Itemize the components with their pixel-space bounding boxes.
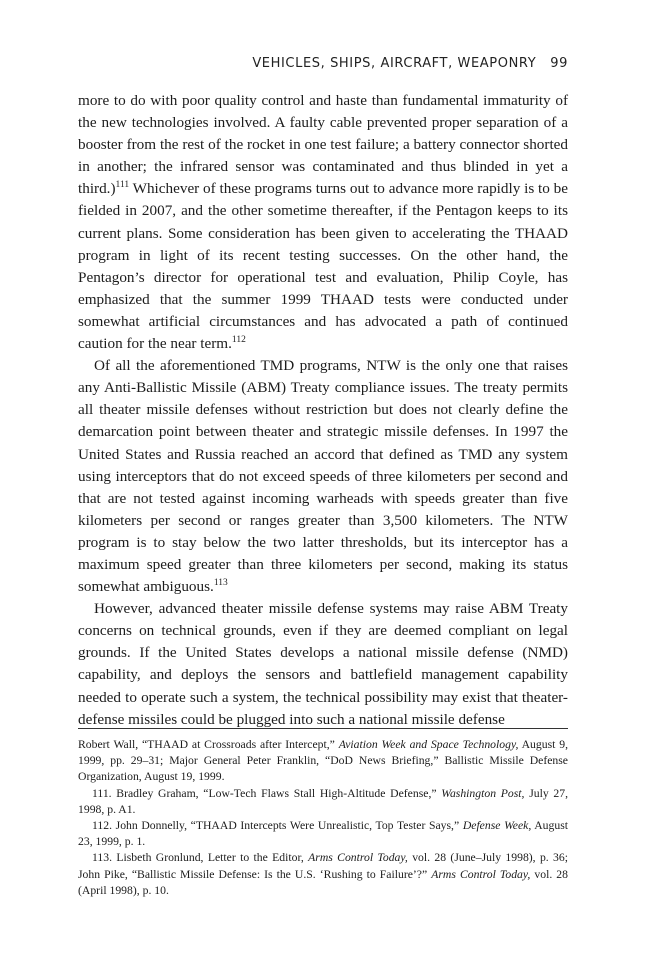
footnote-text: August 9, 1999, pp. 29–31; Major General Peter Franklin, “DoD News Briefing,” Ballistic Missile Defense Organization, August 19, 1999. [78, 738, 568, 784]
footnote-text: 111. Bradley Graham, “Low-Tech Flaws Stall High-Altitude Defense,” [92, 786, 442, 800]
footnote-112 [78, 818, 568, 850]
footnote-title-italic: Arms Control Today, [308, 851, 408, 865]
footnote-title-italic: Arms Control Today, [431, 867, 531, 881]
page-number: 99 [550, 56, 568, 71]
paragraph-1 [78, 90, 568, 355]
footnote-continued [78, 737, 568, 786]
paragraph-1-part-b: Whichever of these programs turns out to advance more rapidly is to be fielded in 2007, and the other sometime thereafter, if the Pentagon keeps to its current plans. Some consideration has been given to accelerating the THAAD program in light of its recent testing successes. On the other hand, the Pentagon’s director for operational test and evaluation, Philip Coyle, has emphasized that the summer 1999 THAAD tests were conducted under somewhat artificial circumstances and has advocated a path of continued caution for the near term. [78, 180, 568, 353]
footnote-text: July 27, 1998, p. A1. [78, 786, 569, 816]
footnote-text: vol. 28 (April 1998), p. 10. [78, 867, 568, 897]
footnote-title-italic: Defense Week, [462, 819, 532, 833]
footnote-ref-112: 112 [231, 335, 246, 346]
footnote-111 [78, 786, 568, 818]
footnote-ref-111: 111 [115, 180, 130, 191]
paragraph-1-part-a: more to do with poor quality control and haste than fundamental immaturity of the new technologies involved. A faulty cable prevented proper separation of a booster from the rest of the rocket in one test failure; a battery connector shorted in another; the infrared sensor was contaminated and thus blinded in yet a third.) [78, 92, 568, 198]
footnote-title-italic: Washington Post, [441, 786, 525, 800]
footnote-113 [78, 850, 568, 899]
main-text [78, 90, 568, 731]
footnote-text: 113. Lisbeth Gronlund, Letter to the Editor, [92, 851, 309, 865]
paragraph-2-text: Of all the aforementioned TMD programs, NTW is the only one that raises any Anti-Ballistic Missile (ABM) Treaty compliance issues. The treaty permits all theater missile defenses without restriction but does not clearly define the demarcation point between theater and strategic missile defenses. In 1997 the United States and Russia reached an accord that defined as TMD any system using interceptors that do not exceed speeds of three kilometers per second and that are not tested against incoming warheads with speeds greater than five kilometers per second or ranges greater than 3,500 kilometers. The NTW program is to stay below the two latter thresholds, but its interceptor has a maximum speed greater than three kilometers per second, making its status somewhat ambiguous. [78, 357, 568, 596]
running-title: VEHICLES, SHIPS, AIRCRAFT, WEAPONRY [252, 56, 537, 71]
footnote-divider [78, 728, 568, 729]
paragraph-3: However, advanced theater missile defense systems may raise ABM Treaty concerns on technical grounds, even if they are deemed compliant on legal grounds. If the United States develops a national missile defense (NMD) capability, and deploys the sensors and battlefield management capability needed to operate such a system, the technical possibility may exist that theater-defense missiles could be plugged into such a national missile defense [78, 600, 568, 728]
footnote-text: August 23, 1999, p. 1. [78, 819, 569, 849]
paragraph-2 [78, 355, 568, 598]
footnote-text: Robert Wall, “THAAD at Crossroads after Intercept,” [78, 738, 339, 751]
footnote-text: 112. John Donnelly, “THAAD Intercepts Were Unrealistic, Top Tester Says,” [92, 819, 463, 833]
footnotes [78, 737, 568, 899]
running-header [78, 56, 568, 78]
footnote-text: vol. 28 (June–July 1998), p. 36; John Pike, “Ballistic Missile Defense: Is the U.S. ‘Rushing to Failure’?” [78, 851, 568, 881]
footnote-ref-113: 113 [213, 578, 228, 589]
footnote-title-italic: Aviation Week and Space Technology, [338, 738, 519, 751]
